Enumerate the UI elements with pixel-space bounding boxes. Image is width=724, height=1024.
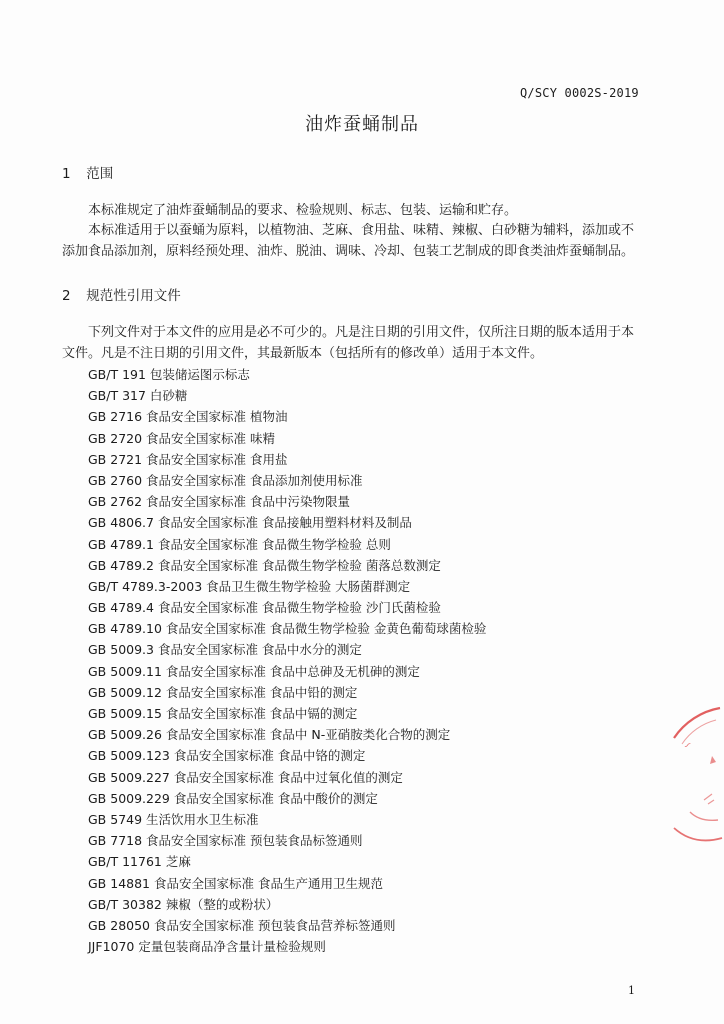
- reference-item: GB/T 317 白砂糖: [88, 388, 188, 404]
- reference-item: GB 28050 食品安全国家标准 预包装食品营养标签通则: [88, 917, 396, 933]
- reference-item: GB/T 191 包装储运图示标志: [88, 367, 250, 382]
- reference-item: GB 5009.123 食品安全国家标准 食品中铬的测定: [88, 748, 366, 764]
- reference-item: GB 2721 食品安全国家标准 食用盐: [88, 451, 288, 467]
- reference-item: GB 4789.1 食品安全国家标准 食品微生物学检验 总则: [88, 536, 391, 552]
- section-number: 1: [62, 166, 71, 182]
- reference-item: GB 5009.12 食品安全国家标准 食品中铅的测定: [88, 684, 358, 700]
- red-seal-stamp: [660, 700, 724, 860]
- section-heading-normative: [62, 284, 181, 304]
- section-heading-scope: [62, 162, 113, 182]
- page-number: 1: [628, 984, 635, 997]
- normative-intro: 下列文件对于本文件的应用是必不可少的。凡是注日期的引用文件，仅所注日期的版本适用于本文件。凡是不注日期的引用文件，其最新版本（包括所有的修改单）适用于本文件。: [62, 325, 635, 361]
- reference-item: GB 2760 食品安全国家标准 食品添加剂使用标准: [88, 472, 363, 488]
- reference-list: [88, 364, 486, 957]
- reference-item: GB 5749 生活饮用水卫生标准: [88, 811, 259, 827]
- section-title: 规范性引用文件: [86, 288, 181, 304]
- reference-item: GB 4789.2 食品安全国家标准 食品微生物学检验 菌落总数测定: [88, 557, 441, 573]
- reference-item: GB 5009.11 食品安全国家标准 食品中总砷及无机砷的测定: [88, 663, 420, 679]
- reference-item: GB 2720 食品安全国家标准 味精: [88, 430, 275, 446]
- section-number: 2: [62, 288, 71, 304]
- scope-paragraph-2: 本标准适用于以蚕蛹为原料，以植物油、芝麻、食用盐、味精、辣椒、白砂糖为辅料，添加或不添加食品添加剂，原料经预处理、油炸、脱油、调味、冷却、包装工艺制成的即食类油炸蚕蛹制品。: [62, 223, 635, 259]
- section-title: 范围: [86, 166, 114, 182]
- reference-item: GB 5009.227 食品安全国家标准 食品中过氧化值的测定: [88, 769, 403, 785]
- reference-item: GB 4789.10 食品安全国家标准 食品微生物学检验 金黄色葡萄球菌检验: [88, 621, 487, 637]
- reference-item: GB 5009.26 食品安全国家标准 食品中 N-亚硝胺类化合物的测定: [88, 727, 451, 743]
- scope-paragraph-1: 本标准规定了油炸蚕蛹制品的要求、检验规则、标志、包装、运输和贮存。: [88, 203, 518, 218]
- reference-item: GB 2762 食品安全国家标准 食品中污染物限量: [88, 494, 350, 510]
- reference-item: GB 2716 食品安全国家标准 植物油: [88, 409, 288, 425]
- reference-item: GB 5009.15 食品安全国家标准 食品中镉的测定: [88, 706, 358, 721]
- reference-item: GB/T 11761 芝麻: [88, 854, 191, 870]
- reference-item: GB 5009.229 食品安全国家标准 食品中酸价的测定: [88, 790, 378, 806]
- svg-text:∽: ∽: [681, 738, 695, 753]
- reference-item: GB/T 4789.3-2003 食品卫生微生物学检验 大肠菌群测定: [88, 578, 411, 594]
- reference-item: GB 14881 食品安全国家标准 食品生产通用卫生规范: [88, 875, 383, 891]
- reference-item: GB/T 30382 辣椒（整的或粉状）: [88, 896, 279, 912]
- reference-item: GB 4789.4 食品安全国家标准 食品微生物学检验 沙门氏菌检验: [88, 600, 441, 616]
- reference-item: GB 4806.7 食品安全国家标准 食品接触用塑料材料及制品: [88, 515, 412, 531]
- standard-number: Q/SCY 0002S-2019: [520, 86, 639, 100]
- reference-item: JJF1070 定量包装商品净含量计量检验规则: [88, 939, 326, 955]
- reference-item: GB 5009.3 食品安全国家标准 食品中水分的测定: [88, 642, 362, 658]
- document-title: 油炸蚕蛹制品: [305, 114, 419, 135]
- reference-item: GB 7718 食品安全国家标准 预包装食品标签通则: [88, 833, 363, 849]
